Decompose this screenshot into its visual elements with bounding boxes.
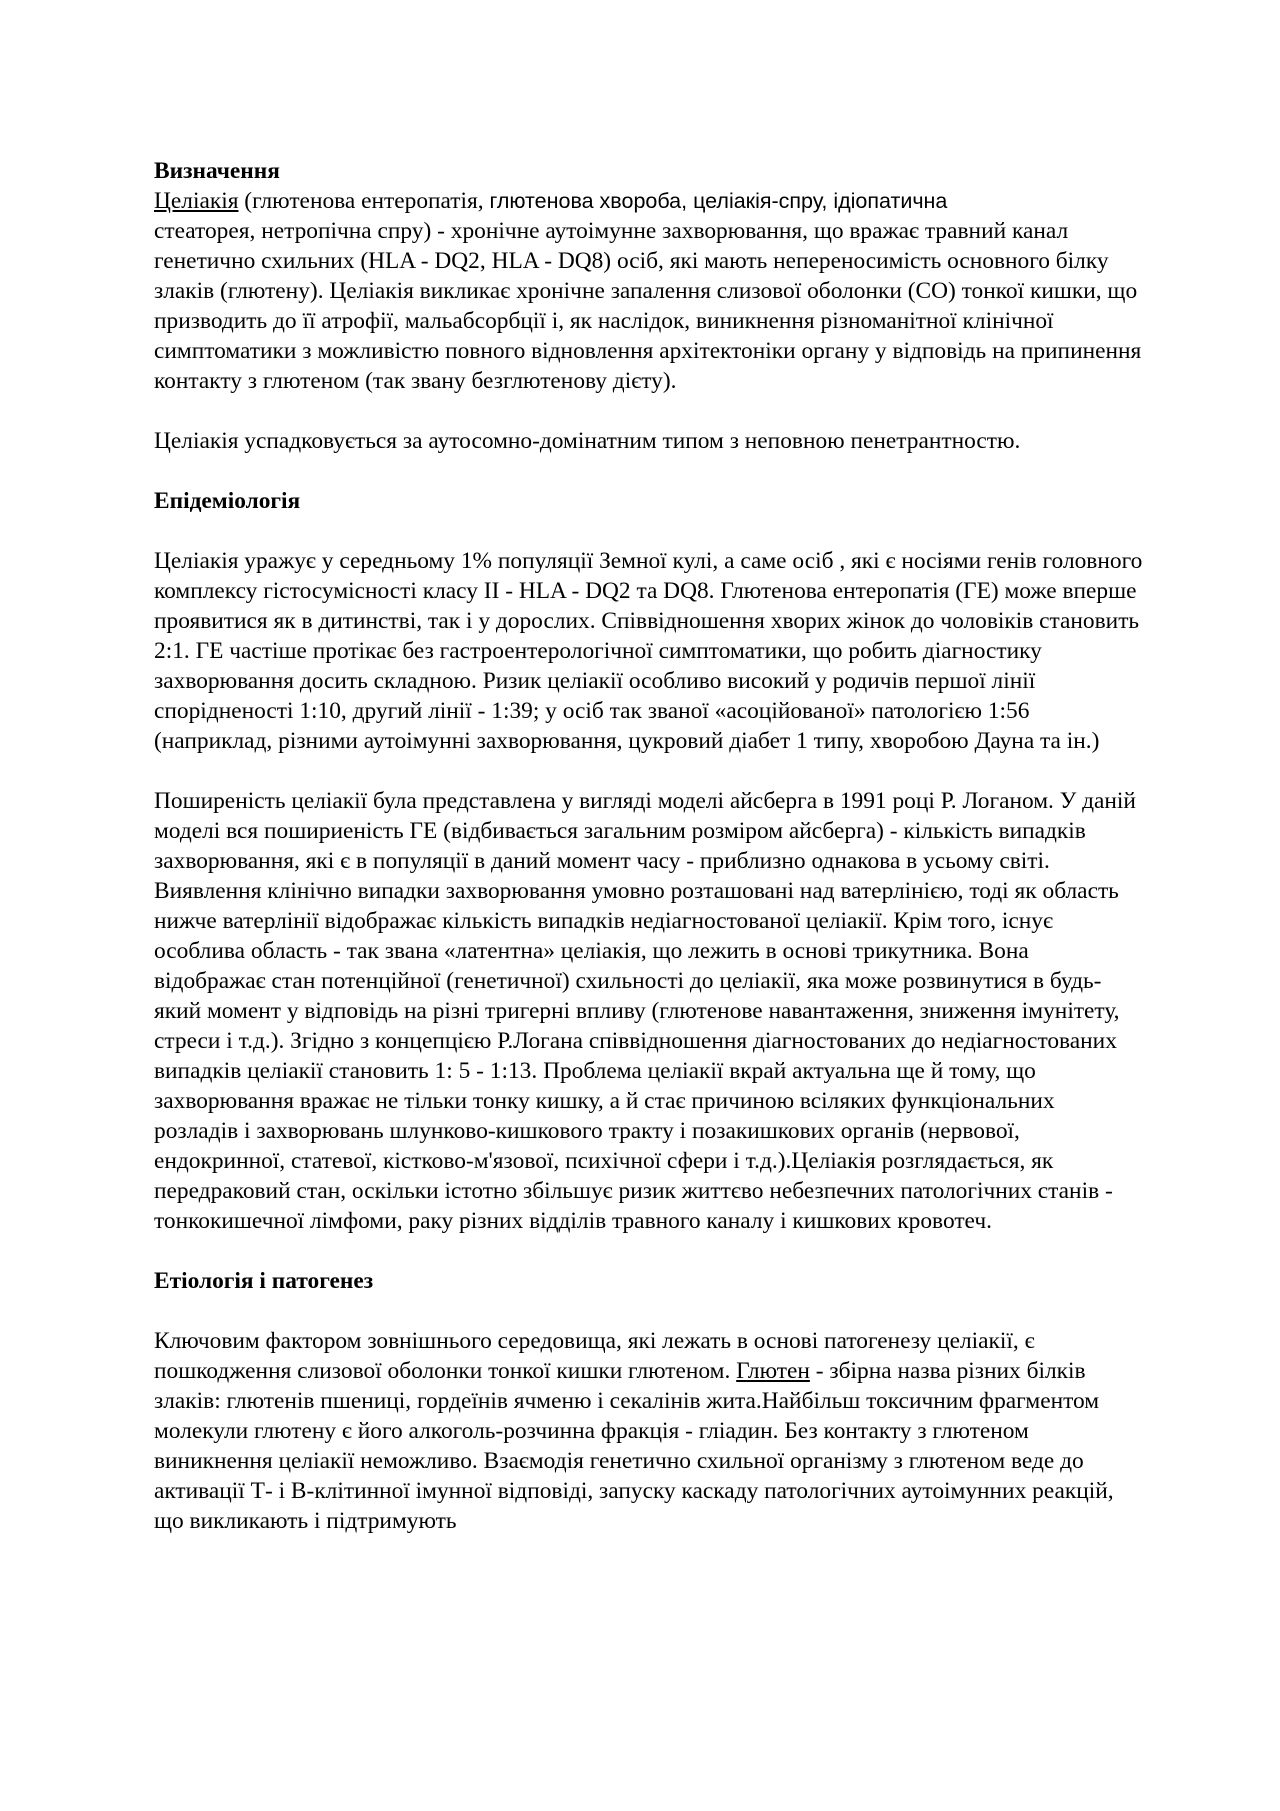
spacer <box>154 1236 1144 1266</box>
heading-definition: Визначення <box>154 158 280 184</box>
etiology-text-start: Ключовим фактором зовнішнього середовища, які лежать в основі патогенезу целіакії, є пошкодження слизової оболонки тонкої кишки глютеном. <box>154 1328 1035 1384</box>
gluten-link[interactable]: Глютен <box>736 1358 810 1384</box>
spacer <box>154 456 1144 486</box>
definition-intro-sans-text: глютенова хвороба, целіакія-спру, ідіопатична <box>489 189 948 213</box>
definition-intro-text: (глютенова ентеропатія, <box>238 188 490 214</box>
epidemiology-paragraph-2: Поширеність целіакії була представлена у вигляді моделі айсберга в 1991 році Р. Логаном. У даній моделі вся пошириеність ГЕ (відбивається загальним розміром айсберга) - кількість випадків захворювання, які є в популяції в даний момент часу - приблизно однакова в усьому світі. Виявлення клінічно випадки захворювання умовно розташовані над ватерлінією, тоді як область нижче ватерлінії відображає кількість випадків недіагностованої целіакії. Крім того, існує особлива область - так звана «латентна» целіакія, що лежить в основі трикутника. Вона відображає стан потенційної (генетичної) схильності до целіакії, яка може розвинутися в будь-який момент у відповідь на різні тригерні впливу (глютенове навантаження, зниження імунітету, стреси і т.д.). Згідно з концепцією Р.Логана співвідношення діагностованих до недіагностованих випадків целіакії становить 1: 5 - 1:13. Проблема целіакії вкрай актуальна ще й тому, що захворювання вражає не тільки тонку кишку, а й стає причиною всіляких функціональних розладів і захворювань шлунково-кишкового тракту і позакишкових органів (нервової, ендокринної, статевої, кістково-м'язової, психічної сфери і т.д.).Целіакія розглядається, як передраковий стан, оскільки істотно збільшує ризик життєво небезпечних патологічних станів - тонкокишечної лімфоми, раку різних відділів травного каналу і кишкових кровотеч. <box>154 788 1136 1234</box>
document-body <box>154 156 1144 1536</box>
heading-etiology: Етіологія і патогенез <box>154 1268 374 1294</box>
spacer <box>154 1296 1144 1326</box>
definition-paragraph <box>154 186 1144 396</box>
spacer <box>154 396 1144 426</box>
definition-body-text: стеаторея, нетропічна спру) - хронічне аутоімунне захворювання, що вражає травний канал генетично схильних (HLA - DQ2, HLA - DQ8) осіб, які мають непереносимість основного білку злаків (глютену). Целіакія викликає хронічне запалення слизової оболонки (СО) тонкої кишки, що призводить до її атрофії, мальабсорбції і, як наслідок, виникнення різноманітної клінічної симптоматики з можливістю повного відновлення архітектоніки органу у відповідь на припинення контакту з глютеном (так звану безглютенову дієту). <box>154 218 1142 394</box>
spacer <box>154 516 1144 546</box>
spacer <box>154 756 1144 786</box>
etiology-text-rest: - збірна назва різних білків злаків: глютенів пшениці, гордеїнів ячменю і секалінів жита.Найбільш токсичним фрагментом молекули глютену є його алкоголь-розчинна фракція - гліадин. Без контакту з глютеном виникнення целіакії неможливо. Взаємодія генетично схильної організму з глютеном веде до активації Т- і В-клітинної імунної відповіді, запуску каскаду патологічних аутоімунних реакцій, що викликають і підтримують <box>154 1358 1114 1534</box>
epidemiology-paragraph-1: Целіакія уражує у середньому 1% популяції Земної кулі, а саме осіб , які є носіями генів головного комплексу гістосумісності класу ІІ - HLA - DQ2 та DQ8. Глютенова ентеропатія (ГЕ) може вперше проявитися як в дитинстві, так і у дорослих. Співвідношення хворих жінок до чоловіків становить 2:1. ГЕ частіше протікає без гастроентерологічної симптоматики, що робить діагностику захворювання досить складною. Ризик целіакії особливо високий у родичів першої лінії спорідненості 1:10, другий лінії - 1:39; у осіб так званої «асоційованої» патологією 1:56 (наприклад, різними аутоімунні захворювання, цукровий діабет 1 типу, хворобою Дауна та ін.) <box>154 548 1143 754</box>
etiology-paragraph-1 <box>154 1326 1144 1536</box>
inheritance-paragraph: Целіакія успадковується за аутосомно-домінатним типом з неповною пенетрантностю. <box>154 428 1021 454</box>
celiac-term-link[interactable]: Целіакія <box>154 188 239 214</box>
heading-epidemiology: Епідеміологія <box>154 488 301 514</box>
